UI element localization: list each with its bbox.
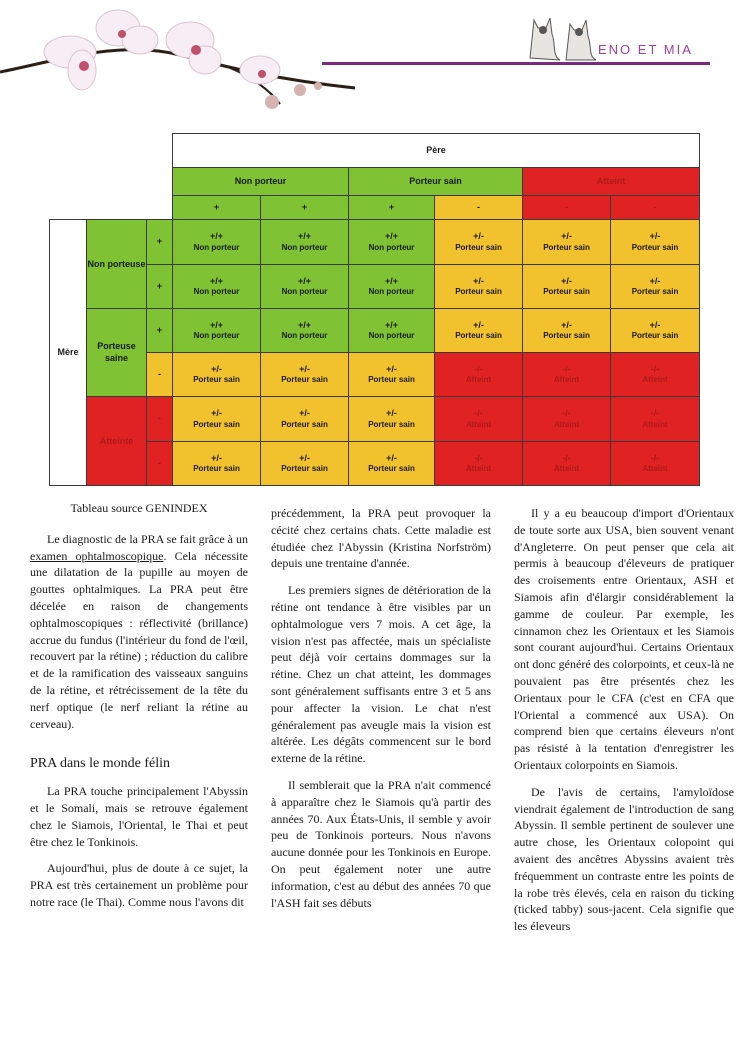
table-cell: +/- Porteur sain	[523, 264, 611, 308]
paragraph: Il y a eu beaucoup d'import d'Orientaux de toute sorte aux USA, bien souvent venant d'Angleterre. On peut penser que cela ait permis à beaucoup d'éleveurs de pratiquer des croisements entre Orientaux, ASH et Siamois afin d'élargir considérablement la gamme de couleur. Par exemple, les cinnamon chez les Orientaux et les Siamois sont courant aujourd'hui. Certains Orientaux ont donc généré des colorpoints, et ceux-là ne pouvaient pas être présentés chez les Orientaux pour le CFA (c'est en CFA que l'Oriental a commencé aux USA). On comprend bien que certains éleveurs n'ont pas résisté à la tentation d'enregistrer les Orientaux colorpoints en Siamois.	[514, 506, 734, 772]
table-cell: +/+ Non porteur	[173, 308, 261, 352]
table-cell: +/- Porteur sain	[173, 353, 261, 397]
table-cell: +/- Porteur sain	[349, 441, 435, 485]
table-cell: +/- Porteur sain	[261, 441, 349, 485]
row-group-atteinte: Atteinte	[87, 397, 147, 486]
table-cell: +/+ Non porteur	[173, 264, 261, 308]
col-group-non-porteur: Non porteur	[173, 168, 349, 196]
row-group-porteuse-saine: Porteuse saine	[87, 308, 147, 397]
pere-sign: +	[349, 196, 435, 220]
table-cell: +/- Porteur sain	[261, 353, 349, 397]
table-cell: +/- Porteur sain	[523, 220, 611, 264]
table-cell: +/- Porteur sain	[611, 264, 700, 308]
mere-label: Mère	[50, 220, 87, 486]
table-cell: +/- Porteur sain	[261, 397, 349, 441]
paragraph: Les premiers signes de détérioration de la rétine ont tendance à être visibles par un ophtalmologue vers 7 mois. A cet âge, la vision n'est pas affectée, mais un spécialiste peut déjà voir certains dommages sur la rétine. Chez un chat atteint, les dommages sont généralement suffisants entre 3 et 5 ans pour affecter la vision. Le chat n'est généralement pas aveugle mais la vision est altérée. Les dégâts commencent sur le bord externe de la rétine.	[271, 583, 491, 766]
table-cell: -/- Atteint	[611, 353, 700, 397]
table-cell: +/- Porteur sain	[611, 308, 700, 352]
table-cell: +/+ Non porteur	[349, 220, 435, 264]
table-cell: +/- Porteur sain	[435, 220, 523, 264]
row-group-non-porteuse: Non porteuse	[87, 220, 147, 309]
table-cell: +/+ Non porteur	[173, 220, 261, 264]
table-cell: +/- Porteur sain	[435, 308, 523, 352]
paragraph: De l'avis de certains, l'amyloïdose viendrait également de l'introduction de sang Abyssin. Il semble pertinent de soulever une autre chose, les Orientaux colopoint qui avaient des ancêtres Abyssins avaient très fréquemment un contraste entre les points de la robe très élevés, cela en raison du ticking (ticked tabby) sous-jacent. Cela signifie que les éleveurs	[514, 784, 734, 934]
mere-sign: +	[147, 308, 173, 352]
paragraph: La PRA touche principalement l'Abyssin et le Somali, mais se retrouve également chez le Siamois, l'Oriental, le Thai et peut être chez le Tonkinois.	[30, 784, 248, 849]
mere-sign: +	[147, 264, 173, 308]
text-column-2	[271, 505, 491, 921]
table-cell: -/- Atteint	[523, 397, 611, 441]
pere-sign: -	[611, 196, 700, 220]
table-cell: +/+ Non porteur	[261, 264, 349, 308]
table-cell: +/+ Non porteur	[261, 308, 349, 352]
table-cell: -/- Atteint	[435, 397, 523, 441]
paragraph: Le diagnostic de la PRA se fait grâce à un examen ophtalmoscopique. Cela nécessite une dilatation de la pupille au moyen de gouttes ophtalmiques. La PRA peut être décelée en raison de changements ophtalmoscopiques : réflectivité (brillance) accrue du fundus (l'intérieur du fond de l'œil, recouvert par la rétine) ; réduction du calibre et de la ramification des vaisseaux sanguins de la rétine, et rétrécissement de la tête du nerf optique (le nerf reliant la rétine au cerveau).	[30, 531, 249, 731]
table-cell: +/- Porteur sain	[349, 397, 435, 441]
table-caption: Tableau source GENINDEX	[70, 501, 208, 515]
pere-header: Père	[173, 134, 700, 168]
pere-sign: -	[523, 196, 611, 220]
table-cell: +/+ Non porteur	[349, 308, 435, 352]
orchid-branch-icon	[0, 0, 751, 120]
table-cell: -/- Atteint	[435, 441, 523, 485]
paragraph: Il semblerait que la PRA n'ait commencé à apparaître chez le Siamois qu'à partir des années 70. Aux États-Unis, il semble y avoir peu de Tonkinois porteurs. Nous n'avons aucune donnée pour les Tonkinois en Europe. On peut également noter une autre information, c'est au début des années 70 que l'ASH fait ses débuts	[271, 777, 491, 910]
table-cell: -/- Atteint	[611, 397, 700, 441]
mere-sign: -	[147, 353, 173, 397]
table-cell: +/- Porteur sain	[349, 353, 435, 397]
table-cell: +/+ Non porteur	[349, 264, 435, 308]
table-cell: +/- Porteur sain	[611, 220, 700, 264]
brand-title: ENO ET MIA	[598, 42, 693, 57]
examen-link[interactable]: examen ophtalmoscopique	[30, 548, 164, 563]
col-group-porteur-sain: Porteur sain	[349, 168, 523, 196]
section-heading: PRA dans le monde félin	[30, 756, 170, 772]
table-cell: -/- Atteint	[611, 441, 700, 485]
pere-sign: -	[435, 196, 523, 220]
mere-sign: -	[147, 397, 173, 441]
paragraph: précédemment, la PRA peut provoquer la cécité chez certains chats. Cette maladie est étudiée chez l'Abyssin (Kristina Norfström) depuis une trentaine d'année.	[271, 506, 491, 571]
table-cell: -/- Atteint	[435, 353, 523, 397]
table-cell: +/- Porteur sain	[173, 441, 261, 485]
header-rule	[322, 62, 710, 65]
mere-sign: +	[147, 220, 173, 264]
text-column-3	[514, 505, 734, 945]
mere-sign: -	[147, 441, 173, 485]
table-cell: +/- Porteur sain	[435, 264, 523, 308]
col-group-atteint: Atteint	[523, 168, 700, 196]
pere-sign: +	[173, 196, 261, 220]
table-cell: +/- Porteur sain	[173, 397, 261, 441]
page-header	[0, 0, 751, 120]
text-column-1	[30, 500, 248, 921]
table-cell: -/- Atteint	[523, 353, 611, 397]
paragraph: Aujourd'hui, plus de doute à ce sujet, la PRA est très certainement un problème pour notre race (le Thai). Comme nous l'avons dit	[30, 861, 248, 909]
genetics-table	[49, 133, 699, 486]
pere-sign: +	[261, 196, 349, 220]
cats-icon	[530, 18, 596, 60]
table-cell: -/- Atteint	[523, 441, 611, 485]
table-cell: +/- Porteur sain	[523, 308, 611, 352]
table-cell: +/+ Non porteur	[261, 220, 349, 264]
